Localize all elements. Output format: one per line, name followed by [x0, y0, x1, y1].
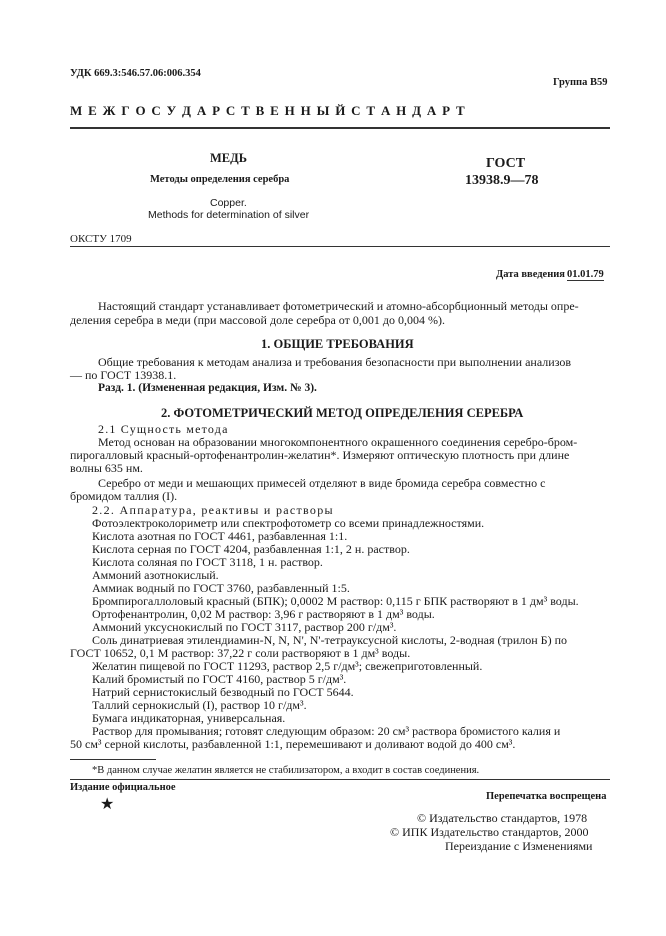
effective-date-label: Дата введения	[496, 269, 565, 280]
document-title: МЕДЬ	[210, 151, 247, 165]
trilon-line-1: Соль динатриевая этилендиамин-N, N, N', N'-тетрауксусной кислоты, 2-водная (трилон Б) по	[92, 633, 567, 647]
english-title-line1: Copper.	[210, 197, 247, 209]
separation-line-2: бромидом таллия (I).	[70, 489, 178, 503]
reagent-item: Ортофенантролин, 0,02 М раствор: 3,96 г растворяют в 1 дм³ воды.	[92, 607, 435, 621]
intro-line-1: Настоящий стандарт устанавливает фотометрический и атомно-абсорбционный методы опре-	[98, 299, 579, 313]
reagent-item: Аммоний азотнокислый.	[92, 568, 219, 582]
standard-type-banner: М Е Ж Г О С У Д А Р С Т В Е Н Н Ы Й С Т А Н Д А Р Т	[70, 103, 466, 118]
oksty-code: ОКСТУ 1709	[70, 233, 132, 245]
footnote: *В данном случае желатин является не стабилизатором, а входит в состав соединения.	[92, 765, 480, 776]
section-1-line-1: Общие требования к методам анализа и требования безопасности при выполнении анализов	[98, 355, 572, 369]
trilon-line-2: ГОСТ 10652, 0,1 М раствор: 37,22 г соли растворяют в 1 дм³ воды.	[70, 646, 411, 660]
footnote-rule	[70, 759, 156, 760]
copyright-2000: © ИПК Издательство стандартов, 2000	[390, 825, 589, 839]
reagent-item: Калий бромистый по ГОСТ 4160, раствор 5 г/дм³.	[92, 672, 347, 686]
copyright-1978: © Издательство стандартов, 1978	[417, 811, 588, 825]
english-title-line2: Methods for determination of silver	[148, 209, 310, 221]
section-1-amendment: Разд. 1. (Измененная редакция, Изм. № 3).	[98, 382, 317, 394]
reagent-item: Кислота серная по ГОСТ 4204, разбавленная 1:1, 2 н. раствор.	[92, 542, 410, 556]
reagent-item: Кислота азотная по ГОСТ 4461, разбавленная 1:1.	[92, 529, 348, 543]
reagent-item: Натрий сернистокислый безводный по ГОСТ 5644.	[92, 685, 354, 699]
effective-date-value: 01.01.79	[567, 269, 604, 280]
reagent-item: Желатин пищевой по ГОСТ 11293, раствор 2,5 г/дм³; свежеприготовленный.	[92, 659, 483, 673]
reagent-item: Таллий сернокислый (I), раствор 10 г/дм³.	[92, 698, 307, 712]
gost-label: ГОСТ	[486, 156, 526, 171]
title-rule	[70, 246, 610, 247]
header-rule	[70, 127, 610, 129]
reagent-item: Аммиак водный по ГОСТ 3760, разбавленный 1:5.	[92, 581, 350, 595]
method-line-2: пирогалловый красный-ортофенантролин-желатин*. Измеряют оптическую плотность при длине	[70, 448, 570, 462]
intro-line-2: деления серебра в меди (при массовой доле серебра от 0,001 до 0,004 %).	[70, 313, 445, 327]
footer-rule	[70, 779, 610, 780]
section-2-heading: 2. ФОТОМЕТРИЧЕСКИЙ МЕТОД ОПРЕДЕЛЕНИЯ СЕРЕБРА	[161, 406, 524, 420]
section-1-heading: 1. ОБЩИЕ ТРЕБОВАНИЯ	[261, 337, 414, 351]
wash-line-1: Раствор для промывания; готовят следующим образом: 20 см³ раствора бромистого калия и	[92, 724, 561, 738]
section-1-line-2: — по ГОСТ 13938.1.	[70, 368, 177, 382]
document-subtitle: Методы определения серебра	[150, 174, 290, 185]
udk-code: УДК 669.3:546.57.06:006.354	[70, 68, 201, 79]
reissue-note: Переиздание с Изменениями	[445, 839, 593, 853]
method-line-3: волны 635 нм.	[70, 461, 143, 475]
wash-line-2: 50 см³ серной кислоты, разбавленной 1:1, перемешивают и доливают водой до 400 см³.	[70, 737, 516, 751]
subsection-2-1-title: 2.1 Сущность метода	[98, 422, 229, 436]
gost-number: 13938.9—78	[465, 173, 539, 188]
star-icon: ★	[100, 796, 115, 813]
separation-line-1: Серебро от меди и мешающих примесей отделяют в виде бромида серебра совместно с	[98, 476, 546, 490]
reagent-item: Фотоэлектроколориметр или спектрофотометр со всеми принадлежностями.	[92, 516, 485, 530]
reagent-item: Кислота соляная по ГОСТ 3118, 1 н. раствор.	[92, 555, 323, 569]
reprint-prohibited-label: Перепечатка воспрещена	[486, 791, 607, 802]
group-code: Группа В59	[553, 77, 608, 88]
reagent-item: Бромпирогаллоловый красный (БПК); 0,0002 М раствор: 0,115 г БПК растворяют в 1 дм³ воды.	[92, 594, 579, 608]
official-edition-label: Издание официальное	[70, 782, 176, 793]
reagent-item: Аммоний уксуснокислый по ГОСТ 3117, раствор 200 г/дм³.	[92, 620, 397, 634]
method-line-1: Метод основан на образовании многокомпонентного окрашенного соединения серебро-бром-	[98, 435, 578, 449]
reagent-item: Бумага индикаторная, универсальная.	[92, 711, 286, 725]
subsection-2-2-title: 2.2. Аппаратура, реактивы и растворы	[92, 503, 334, 517]
